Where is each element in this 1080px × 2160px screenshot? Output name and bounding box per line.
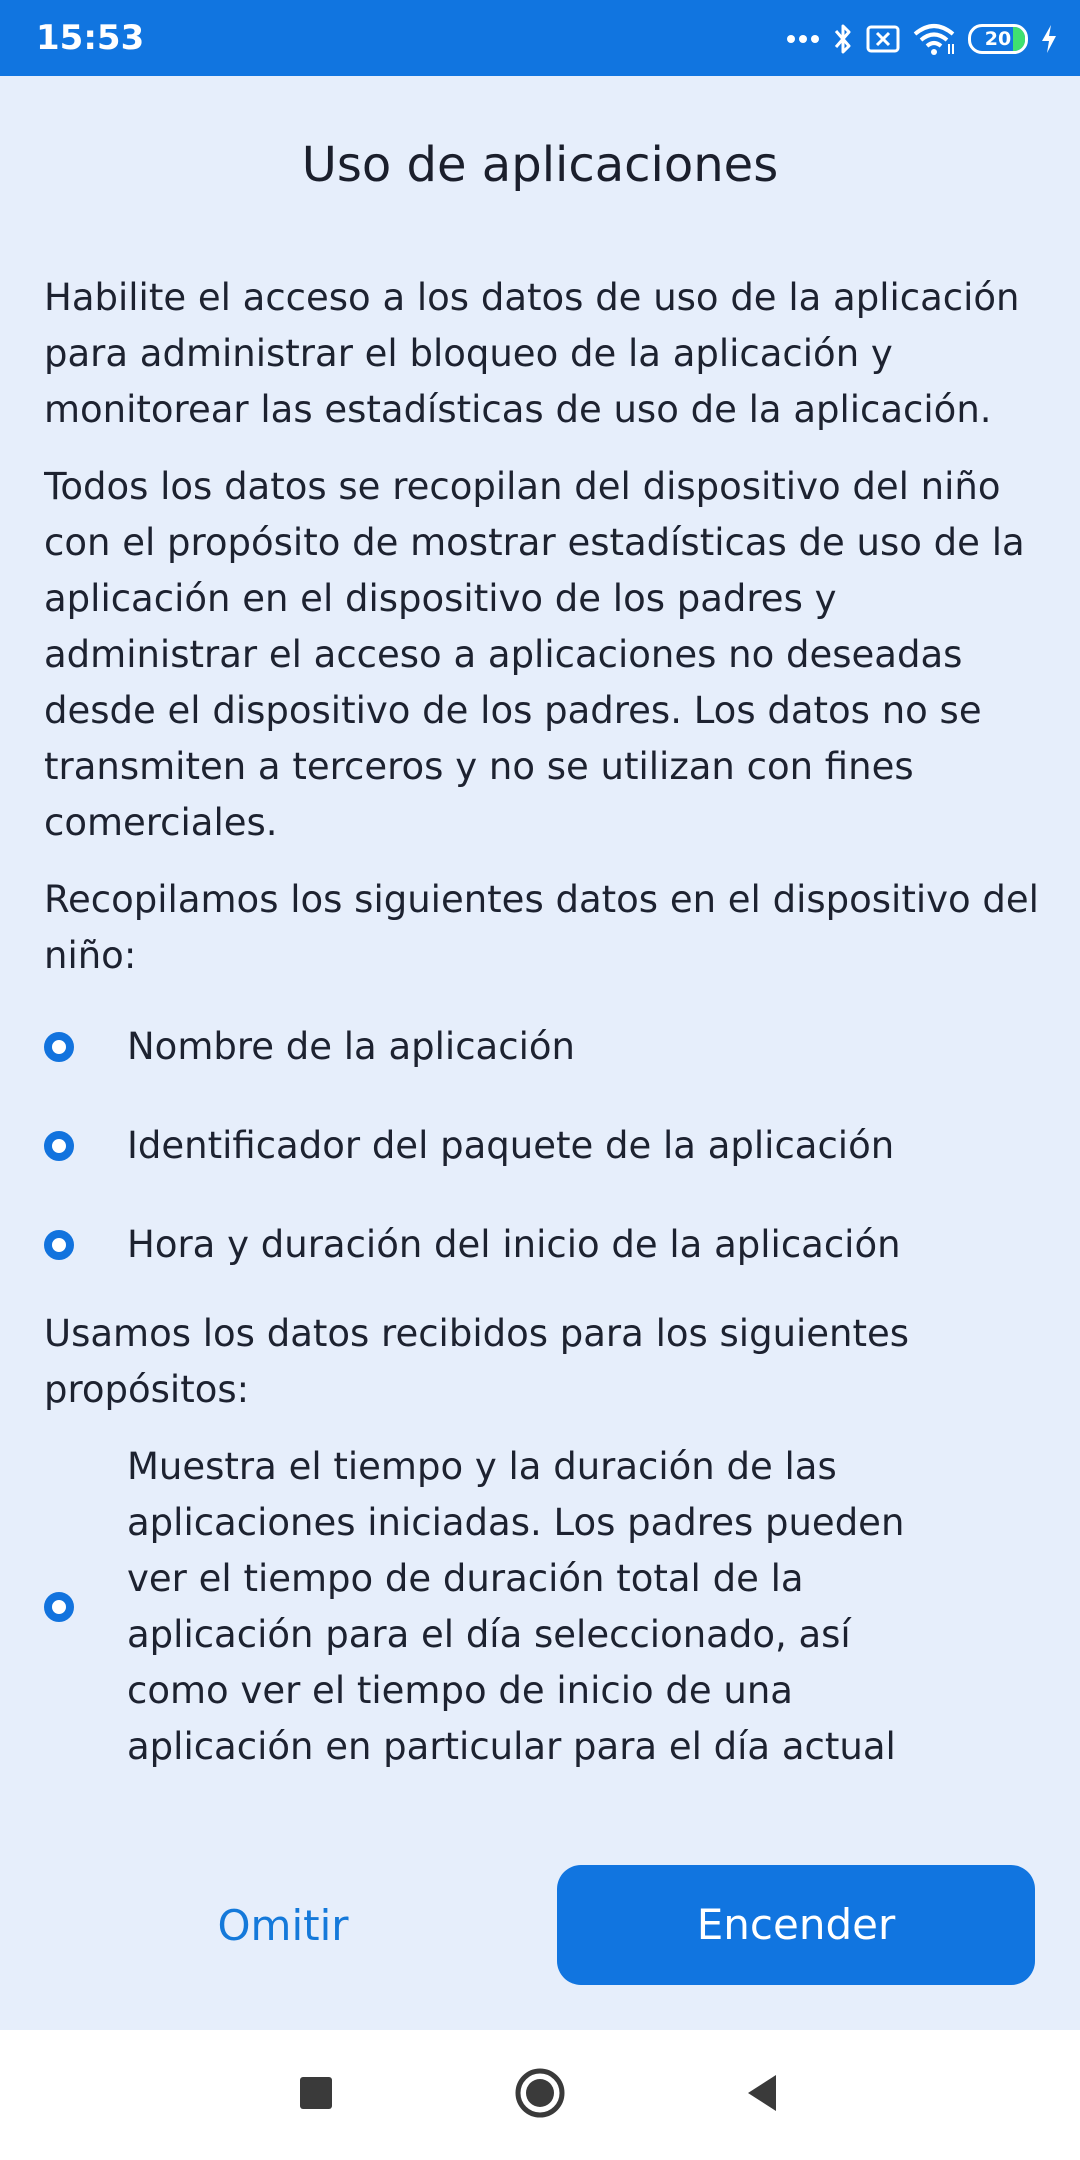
- privacy-paragraph: Todos los datos se recopilan del dispositivo del niño con el propósito de mostrar estadísticas de uso de la aplicación en el dispositivo de los padres y administrar el acceso a aplicaciones no deseadas desde el dispositivo de los padres. Los datos no se transmiten a terceros y no se utilizan con fines comerciales.: [44, 465, 1025, 844]
- bullet-dot-icon: [44, 1032, 74, 1062]
- status-icons: [774, 18, 1058, 60]
- status-bar: [0, 0, 1080, 76]
- list-item-text: Muestra el tiempo y la duración de las aplicaciones iniciadas. Los padres pueden ver el tiempo de duración total de la aplicación para el día seleccionado, así como ver el tiempo de inicio de una aplicación en particular para el día actual: [127, 1445, 905, 1768]
- intro-paragraph: Habilite el acceso a los datos de uso de la aplicación para administrar el bloqueo de la aplicación y monitorear las estadísticas de uso de la aplicación.: [44, 276, 1020, 431]
- skip-button[interactable]: Omitir: [108, 1866, 458, 1986]
- collected-heading: Recopilamos los siguientes datos en el dispositivo del niño:: [44, 878, 1039, 977]
- page-title: Uso de aplicaciones: [301, 137, 779, 193]
- list-item: [44, 1195, 1044, 1294]
- wifi-icon: [912, 22, 956, 56]
- battery-icon: [968, 24, 1028, 54]
- list-item: [44, 1096, 1044, 1195]
- navigation-bar: [0, 2030, 1080, 2160]
- bullet-dot-icon: [44, 1131, 74, 1161]
- list-item-text: Nombre de la aplicación: [127, 1024, 575, 1068]
- square-icon: [298, 2075, 334, 2115]
- purposes-list: [44, 1439, 1044, 1775]
- collected-data-list: [44, 997, 1044, 1294]
- list-item: [44, 1439, 1044, 1775]
- no-sim-icon: [866, 24, 900, 54]
- content-scroll-area[interactable]: [44, 270, 1044, 1844]
- list-item: [44, 997, 1044, 1096]
- bluetooth-icon: [832, 22, 854, 56]
- bullet-dot-icon: [44, 1592, 74, 1622]
- recents-button[interactable]: [276, 2060, 356, 2130]
- home-circle-icon: [514, 2067, 566, 2123]
- enable-button[interactable]: Encender: [557, 1865, 1035, 1985]
- battery-text: 20: [984, 28, 1012, 50]
- bullet-dot-icon: [44, 1230, 74, 1260]
- list-item-text: Identificador del paquete de la aplicación: [127, 1123, 895, 1167]
- back-triangle-icon: [744, 2073, 780, 2117]
- home-button[interactable]: [500, 2060, 580, 2130]
- more-dots-icon: [786, 34, 820, 44]
- charging-icon: [1040, 24, 1058, 54]
- back-button[interactable]: [722, 2060, 802, 2130]
- list-item-text: Hora y duración del inicio de la aplicación: [127, 1222, 901, 1266]
- status-time: 15:53: [36, 18, 145, 58]
- purposes-heading: Usamos los datos recibidos para los siguientes propósitos:: [44, 1312, 910, 1411]
